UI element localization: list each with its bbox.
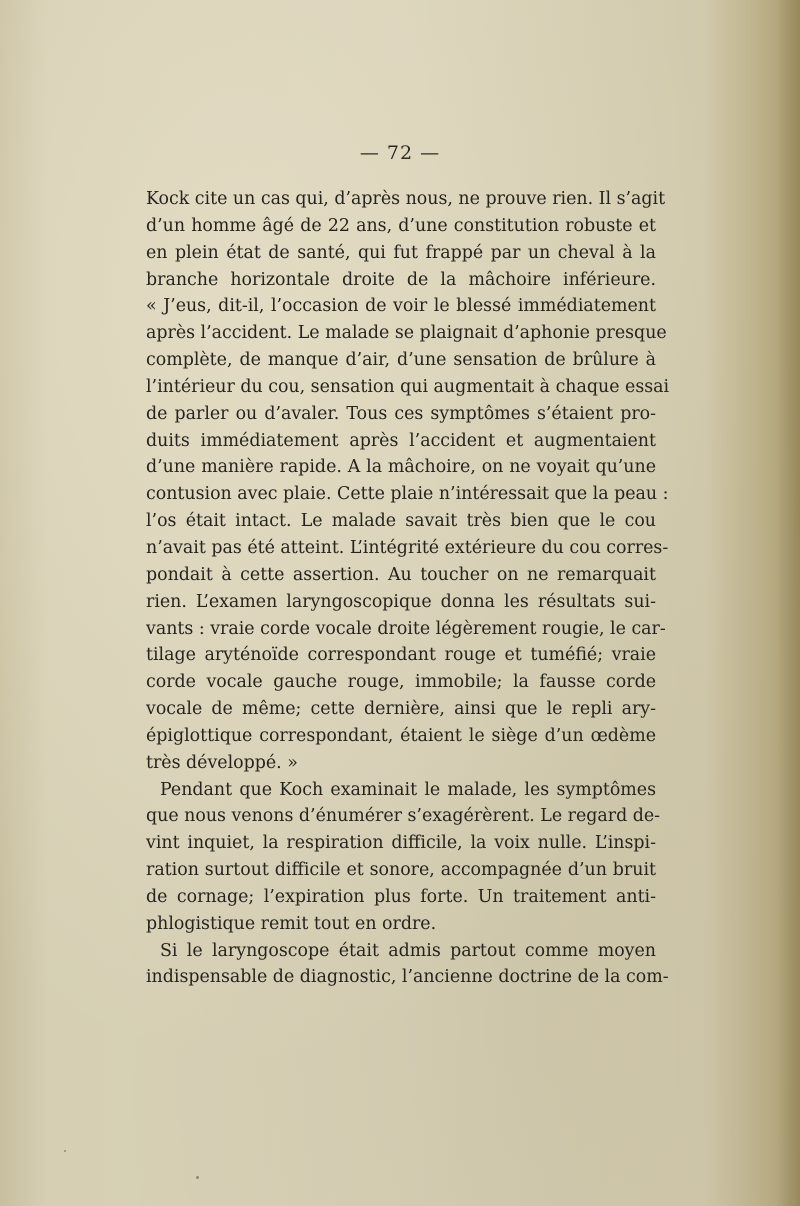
text-line: duits immédiatement après l’accident et augmentaient: [146, 430, 656, 451]
text-line: Pendant que Koch examinait le malade, les symptômes: [160, 779, 656, 800]
text-line: vocale de même; cette dernière, ainsi que le repli ary-: [146, 699, 656, 720]
text-line: contusion avec plaie. Cette plaie n’intéressait que la peau :: [146, 484, 669, 505]
text-line: complète, de manque d’air, d’une sensation de brûlure à: [146, 350, 656, 371]
paper-speck: [64, 1150, 66, 1152]
text-line: en plein état de santé, qui fut frappé par un cheval à la: [146, 242, 656, 263]
text-line: pondait à cette assertion. Au toucher on ne remarquait: [146, 564, 656, 585]
body-text: [146, 186, 670, 991]
text-line: tilage aryténoïde correspondant rouge et tuméfié; vraie: [146, 645, 656, 666]
text-line: que nous venons d’énumérer s’exagérèrent. Le regard de-: [146, 806, 661, 827]
text-line: ration surtout difficile et sonore, accompagnée d’un bruit: [146, 860, 656, 881]
text-line: l’os était intact. Le malade savait très bien que le cou: [146, 511, 656, 532]
text-line: indispensable de diagnostic, l’ancienne doctrine de la com-: [146, 967, 669, 988]
text-line: l’intérieur du cou, sensation qui augmentait à chaque essai: [146, 376, 670, 397]
text-line: phlogistique remit tout en ordre.: [146, 913, 437, 934]
text-line: Kock cite un cas qui, d’après nous, ne prouve rien. Il s’agit: [146, 189, 666, 209]
text-line: n’avait pas été atteint. L’intégrité extérieure du cou corres-: [146, 537, 669, 558]
text-line: d’un homme âgé de 22 ans, d’une constitution robuste et: [146, 215, 656, 236]
page-number: — 72 —: [359, 142, 441, 164]
text-line: de cornage; l’expiration plus forte. Un traitement anti-: [146, 886, 656, 907]
text-line: « J’eus, dit-il, l’occasion de voir le blessé immédiatement: [146, 296, 656, 317]
text-line: d’une manière rapide. A la mâchoire, on ne voyait qu’une: [146, 457, 656, 478]
text-line: très développé. »: [146, 752, 298, 773]
text-line: de parler ou d’avaler. Tous ces symptômes s’étaient pro-: [146, 403, 656, 424]
paper-speck: [196, 1176, 199, 1179]
text-line: après l’accident. Le malade se plaignait d’aphonie presque: [146, 323, 667, 344]
text-line: Si le laryngoscope était admis partout comme moyen: [160, 940, 656, 961]
text-line: corde vocale gauche rouge, immobile; la fausse corde: [146, 672, 656, 693]
text-line: branche horizontale droite de la mâchoire inférieure.: [146, 269, 656, 290]
text-line: rien. L’examen laryngoscopique donna les résultats sui-: [146, 591, 656, 612]
text-line: vint inquiet, la respiration difficile, la voix nulle. L’inspi-: [146, 833, 656, 854]
text-line: épiglottique correspondant, étaient le siège d’un œdème: [146, 725, 656, 746]
page-edge-shadow: [776, 0, 800, 1206]
text-line: vants : vraie corde vocale droite légèrement rougie, le car-: [146, 618, 666, 639]
